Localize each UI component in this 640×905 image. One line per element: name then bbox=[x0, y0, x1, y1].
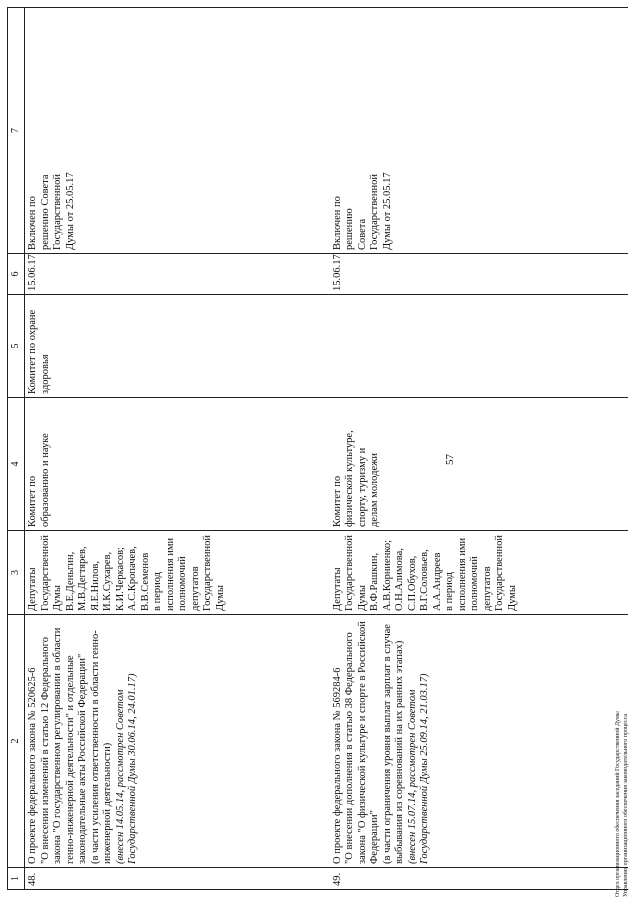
inclusion-note: Включен по решению Совета Государственной Думы от 25.05.17 bbox=[330, 8, 628, 254]
column-header-7: 7 bbox=[8, 8, 25, 254]
footer-line: Управления организационного обеспечения законодательного процесса bbox=[623, 713, 629, 897]
column-header-2: 2 bbox=[8, 615, 25, 868]
bill-scope: (в части усиления ответственности в области генно-инженерной деятельности) bbox=[89, 630, 113, 864]
table-row bbox=[330, 8, 628, 890]
bill-introduced: (внесен 15.07.14, рассмотрен Советом Государственной Думы 25.09.14, 21.03.17) bbox=[406, 673, 430, 864]
bill-description bbox=[330, 615, 628, 868]
header-row bbox=[8, 8, 25, 890]
record-number: 48. bbox=[25, 868, 330, 890]
column-header-6: 6 bbox=[8, 254, 25, 295]
column-header-4: 4 bbox=[8, 398, 25, 531]
footer bbox=[614, 711, 630, 897]
consideration-date: 15.06.17 bbox=[25, 254, 330, 295]
footer-line: Отдел организационного обеспечения заседаний Государственной Думы bbox=[615, 711, 621, 897]
record-number: 49. bbox=[330, 868, 628, 890]
page-number: 57 bbox=[444, 454, 456, 465]
responsible-committee: Комитет по физической культуре, спорту, туризму и делам молодежи bbox=[330, 398, 628, 531]
column-header-1: 1 bbox=[8, 868, 25, 890]
co-committee bbox=[330, 295, 628, 398]
bill-name: "О внесении дополнения в статью 38 Федерального закона "О физической культуре и спорте в Российской Федерации" bbox=[344, 621, 380, 864]
bill-authors: Депутаты Государственной Думы В.Ф.Рашкин, А.В.Корниенко; О.Н.Алимова, С.П.Обухов, В.Г.Соловьев, А.А.Андреев в период исполнения ими полномочий депутатов Государственной Думы bbox=[330, 531, 628, 615]
column-header-5: 5 bbox=[8, 295, 25, 398]
column-header-3: 3 bbox=[8, 531, 25, 615]
responsible-committee: Комитет по образованию и науке bbox=[25, 398, 330, 531]
bill-name: "О внесении изменений в статью 12 Федерального закона "О государственном регулировании в области генно-инженерной деятельности" и отдельные законодательные акты Российской Федерации" bbox=[39, 627, 88, 864]
inclusion-note: Включен по решению Совета Государственной Думы от 25.05.17 bbox=[25, 8, 330, 254]
bills-table bbox=[7, 7, 628, 890]
co-committee: Комитет по охране здоровья bbox=[25, 295, 330, 398]
bill-title: О проекте федерального закона № 569284-6 bbox=[331, 667, 343, 864]
bill-authors: Депутаты Государственной Думы В.Е.Деньгин, М.В.Дегтярев, Я.Е.Нилов, И.К.Сухарев, К.И.Черкасов; А.С.Кропачев, В.В.Семенов в период исполнения ими полномочий депутатов Государственной Думы bbox=[25, 531, 330, 615]
consideration-date: 15.06.17 bbox=[330, 254, 628, 295]
table-row bbox=[25, 8, 330, 890]
bill-description bbox=[25, 615, 330, 868]
bill-scope: (в части ограничения уровня выплат зарплат в случае выбывания из соревнований на их ранних этапах) bbox=[381, 624, 405, 864]
bill-introduced: (внесен 14.05.14, рассмотрен Советом Государственной Думы 30.06.14, 24.01.17) bbox=[114, 673, 138, 864]
bill-title: О проекте федерального закона № 520625-6 bbox=[27, 667, 38, 864]
